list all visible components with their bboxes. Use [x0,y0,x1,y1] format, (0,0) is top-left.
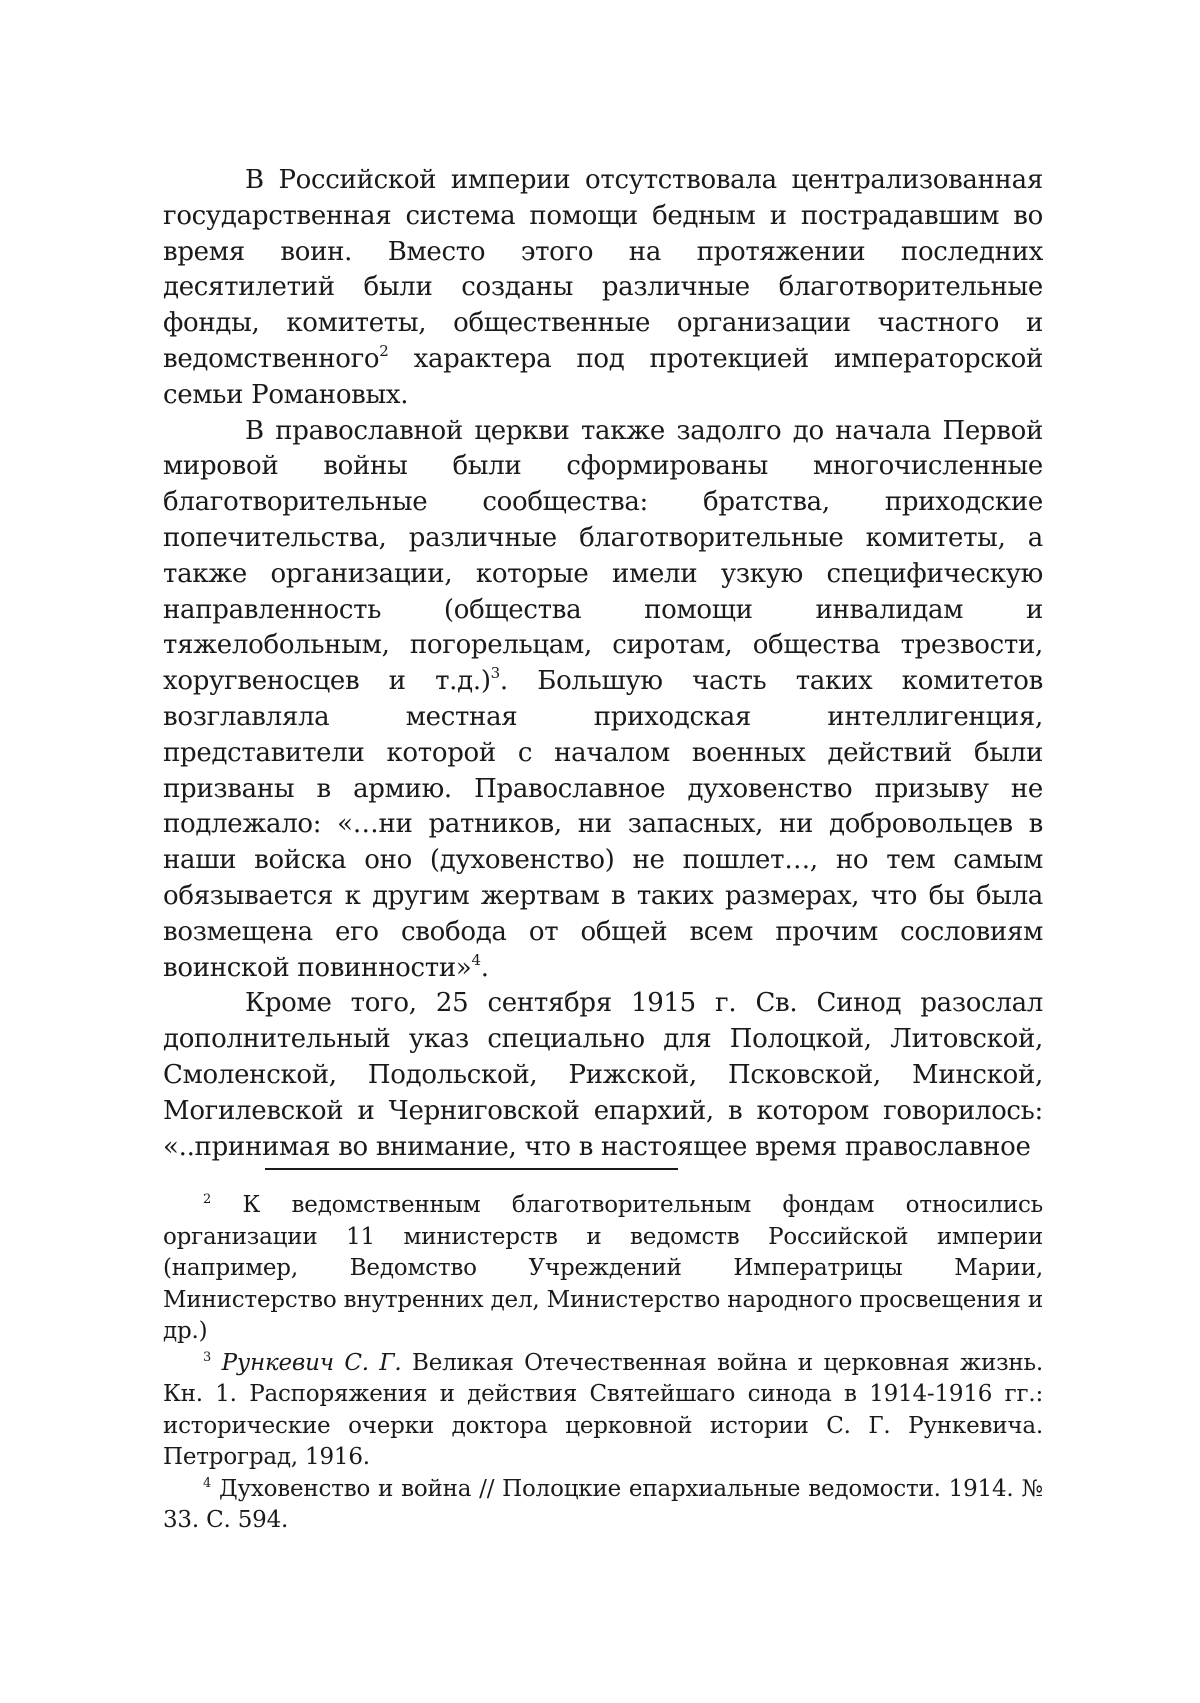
paragraph-1-text-a: В Российской империи отсутствовала централизованная государственная система помощи бедным и пострадавшим во время воин. Вместо этого на протяжении последних десятилетий были созданы различные благотворительные фонды, комитеты, общественные организации частного и ведомственного [163,165,1043,374]
footnote-3 [163,1348,1043,1474]
footnote-4-mark: 4 [203,1476,211,1491]
footnote-2 [163,1190,1043,1348]
paragraph-2-text-a: В православной церкви также задолго до начала Первой мировой войны были сформированы многочисленные благотворительные сообщества: братства, приходские попечительства, различные благотворительные комитеты, а также организации, которые имели узкую специфическую направленность (общества помощи инвалидам и тяжелобольным, погорельцам, сиротам, общества трезвости, хоругвеносцев и т.д.) [163,416,1043,697]
paragraph-2-text-b: . Большую часть таких комитетов возглавляла местная приходская интеллигенция, представители которой с началом военных действий были призваны в армию. Православное духовенство призыву не подлежало: «…ни ратников, ни запасных, ни добровольцев в наши войска оно (духовенство) не пошлет…, но тем самым обязывается к другим жертвам в таких размерах, что бы была возмещена его свобода от общей всем прочим сословиям воинской повинности» [163,666,1043,982]
footnote-ref-4[interactable]: 4 [471,951,480,969]
footnote-2-text: К ведомственным благотворительным фондам относились организации 11 министерств и ведомств Российской империи (например, Ведомство Учреждений Императрицы Марии, Министерство внутренних дел, Министерство народного просвещения и др.) [163,1192,1043,1344]
footnote-3-text: Великая Отечественная война и церковная жизнь. Кн. 1. Распоряжения и действия Святейшаго синода в 1914-1916 гг.: исторические очерки доктора церковной истории С. Г. Рункевича. Петроград, 1916. [163,1350,1043,1471]
document-page [0,0,1200,1703]
footnote-ref-2[interactable]: 2 [379,342,388,360]
main-text [163,163,1043,1165]
paragraph-1 [163,163,1043,414]
paragraph-2 [163,414,1043,987]
paragraph-3-text: Кроме того, 25 сентября 1915 г. Св. Синод разослал дополнительный указ специально для Полоцкой, Литовской, Смоленской, Подольской, Рижской, Псковской, Минской, Могилевской и Черниговской епархий, в котором говорилось: «..принимая во внимание, что в настоящее время православное [163,988,1043,1161]
footnote-separator [265,1168,678,1170]
footnotes [163,1190,1043,1537]
paragraph-3 [163,986,1043,1165]
paragraph-2-text-c: . [481,953,489,983]
footnote-4 [163,1474,1043,1537]
footnote-3-mark: 3 [203,1350,211,1365]
footnote-ref-3[interactable]: 3 [491,664,500,682]
footnote-2-mark: 2 [203,1192,211,1207]
footnote-4-text: Духовенство и война // Полоцкие епархиальные ведомости. 1914. № 33. С. 594. [163,1476,1043,1534]
footnote-3-author: Рункевич С. Г. [211,1350,401,1376]
paragraph-1-text-b: характера под протекцией императорской семьи Романовых. [163,344,1043,410]
